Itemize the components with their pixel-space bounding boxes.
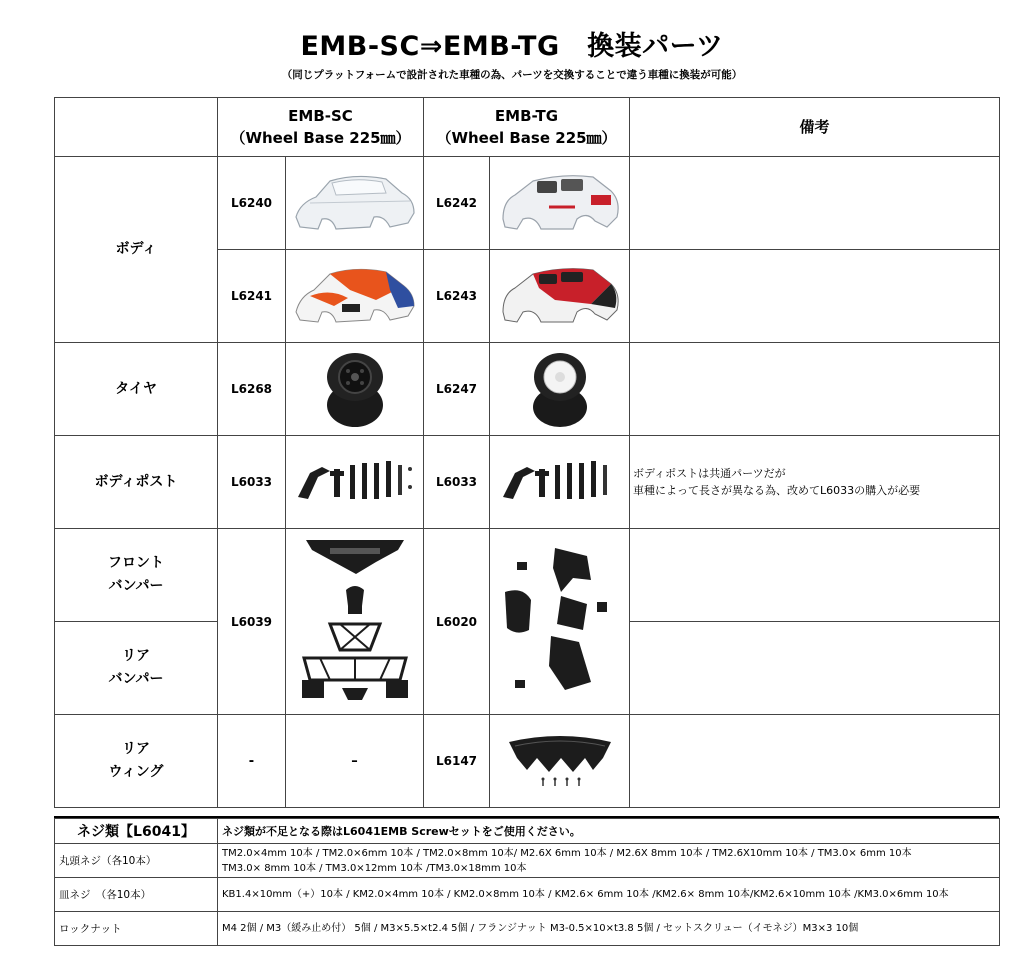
screw-label-round-head: 丸頭ネジ（各10本）	[55, 844, 218, 878]
part-code-tg-post: L6033	[424, 436, 490, 529]
header-tg-name: EMB-TG	[494, 107, 559, 125]
header-blank	[55, 98, 218, 157]
note-rear-bumper	[630, 622, 1000, 715]
front-bumper-label-1: フロント	[108, 555, 164, 571]
tg-painted-body-image	[490, 250, 630, 343]
table-row	[55, 436, 1000, 529]
parts-table	[54, 97, 1000, 808]
sc-body-post-image	[286, 436, 424, 529]
part-code-tg-wing: L6147	[424, 715, 490, 808]
part-code-tg-body-painted: L6243	[424, 250, 490, 343]
part-code-sc-bumper: L6039	[218, 529, 286, 715]
screw-label-lock-nut: ロックナット	[55, 912, 218, 946]
category-front-bumper	[55, 529, 218, 622]
table-row	[55, 715, 1000, 808]
header-sc-wheelbase: （Wheel Base 225㎜）	[230, 129, 411, 147]
screw-list-lock-nut: M4 2個 / M3（緩み止め付） 5個 / M3×5.5×t2.4 5個 / フランジナット M3-0.5×10×t3.8 5個 / セットスクリュー（イモネジ）M3×3 10個	[218, 912, 1000, 946]
header-emb-sc	[218, 98, 424, 157]
note-body-2	[630, 250, 1000, 343]
rear-bumper-label-1: リア	[122, 648, 150, 664]
sc-tire-image	[286, 343, 424, 436]
front-bumper-label-2: バンパー	[108, 578, 164, 594]
note-rear-wing	[630, 715, 1000, 808]
table-row	[55, 343, 1000, 436]
page-title: EMB-SC⇒EMB-TG 換装パーツ	[300, 31, 724, 62]
table-row	[55, 529, 1000, 622]
part-code-sc-body-painted: L6241	[218, 250, 286, 343]
note-body-post	[630, 436, 1000, 529]
part-code-tg-tire: L6247	[424, 343, 490, 436]
header-emb-tg	[424, 98, 630, 157]
screw-header: ネジ類【L6041】	[55, 819, 218, 844]
table-row	[55, 157, 1000, 250]
screw-list-round-head	[218, 844, 1000, 878]
category-tire: タイヤ	[55, 343, 218, 436]
header-sc-name: EMB-SC	[288, 107, 353, 125]
note-front-bumper	[630, 529, 1000, 622]
rear-wing-label-2: ウィング	[108, 764, 164, 780]
table-row	[55, 819, 1000, 844]
part-code-sc-post: L6033	[218, 436, 286, 529]
note-body-1	[630, 157, 1000, 250]
screw-header-note: ネジ類が不足となる際はL6041EMB Screwセットをご使用ください。	[218, 819, 1000, 844]
tg-bumper-image	[490, 529, 630, 715]
category-rear-bumper	[55, 622, 218, 715]
page-subtitle: （同じプラットフォームで設計された車種の為、パーツを交換することで違う車種に換装が可能）	[281, 69, 743, 81]
sc-bumper-image	[286, 529, 424, 715]
part-code-sc-tire: L6268	[218, 343, 286, 436]
screw-table	[54, 818, 1000, 946]
tg-tire-image	[490, 343, 630, 436]
header-tg-wheelbase: （Wheel Base 225㎜）	[436, 129, 617, 147]
sc-wing-image-placeholder: –	[286, 715, 424, 808]
part-code-tg-bumper: L6020	[424, 529, 490, 715]
table-row	[55, 878, 1000, 912]
header-row	[55, 98, 1000, 157]
rear-wing-label-1: リア	[122, 741, 150, 757]
note-body-post-line2: 車種によって長さが異なる為、改めてL6033の購入が必要	[633, 484, 921, 497]
screw-list-countersunk: KB1.4×10mm（+）10本 / KM2.0×4mm 10本 / KM2.0×8mm 10本 / KM2.6× 6mm 10本 /KM2.6× 8mm 10本/KM2.6×10mm 10本 /KM3.0×6mm 10本	[218, 878, 1000, 912]
tg-clear-body-image	[490, 157, 630, 250]
tg-body-post-image	[490, 436, 630, 529]
sc-clear-body-image	[286, 157, 424, 250]
note-body-post-line1: ボディポストは共通パーツだが	[633, 467, 786, 480]
rear-bumper-label-2: バンパー	[108, 671, 164, 687]
table-row	[55, 844, 1000, 878]
tg-wing-image	[490, 715, 630, 808]
part-code-sc-wing: -	[218, 715, 286, 808]
part-code-tg-body-clear: L6242	[424, 157, 490, 250]
table-row	[55, 912, 1000, 946]
part-code-sc-body-clear: L6240	[218, 157, 286, 250]
category-body-post: ボディポスト	[55, 436, 218, 529]
category-body: ボディ	[55, 157, 218, 343]
header-notes: 備考	[630, 98, 1000, 157]
screw-round-head-line2: TM3.0× 8mm 10本 / TM3.0×12mm 10本 /TM3.0×18mm 10本	[222, 862, 527, 874]
screw-label-countersunk: 皿ネジ （各10本）	[55, 878, 218, 912]
note-tire	[630, 343, 1000, 436]
category-rear-wing	[55, 715, 218, 808]
screw-round-head-line1: TM2.0×4mm 10本 / TM2.0×6mm 10本 / TM2.0×8mm 10本/ M2.6X 6mm 10本 / M2.6X 8mm 10本 / TM2.6X10mm 10本 / TM3.0× 6mm 10本	[222, 847, 912, 859]
sc-painted-body-image	[286, 250, 424, 343]
